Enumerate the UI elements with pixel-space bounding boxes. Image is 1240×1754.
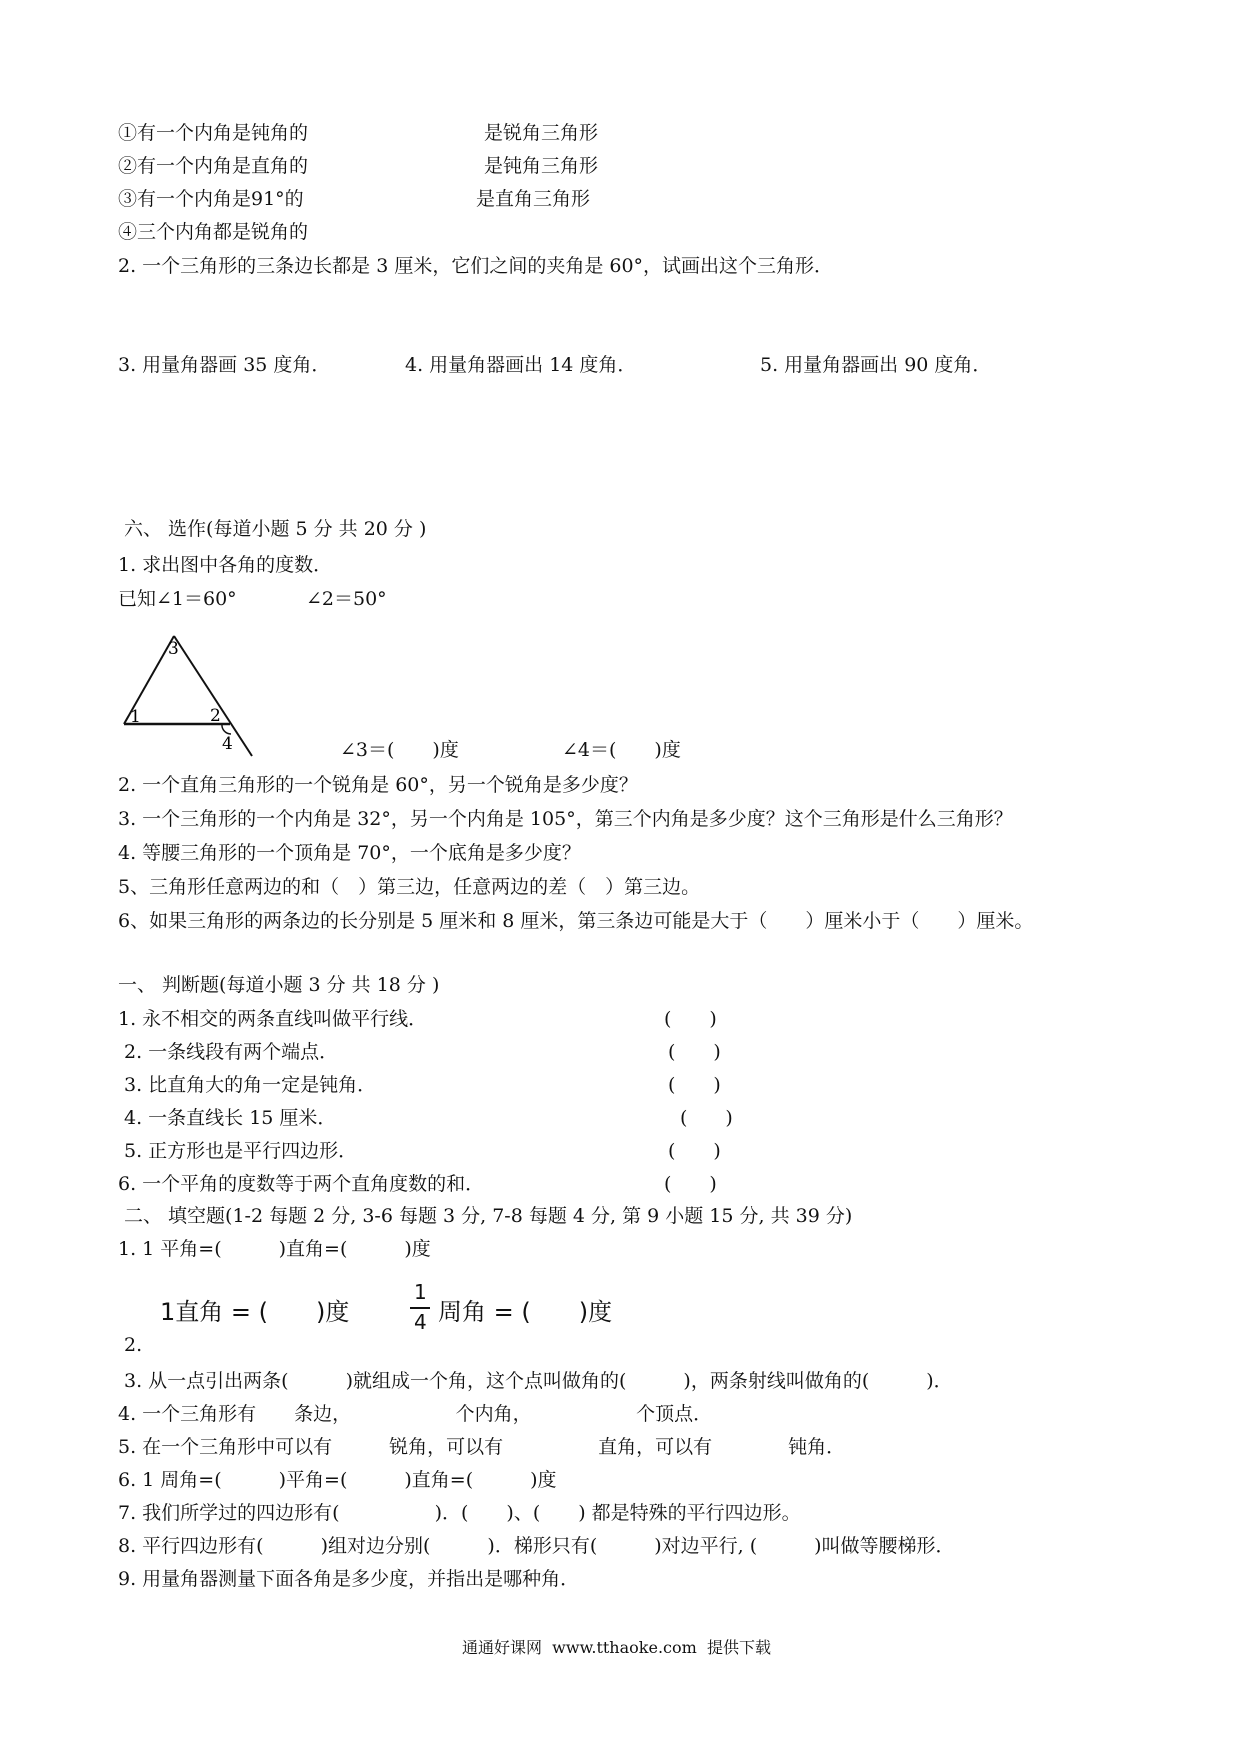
fill-question-2-number: 2. [124, 1334, 143, 1356]
given-angle-1: 已知∠1＝60° [118, 588, 237, 610]
section-6-question-2: 2. 一个直角三角形的一个锐角是 60°，另一个锐角是多少度？ [118, 774, 638, 796]
fill-question-6: 6. 1 周角=( )平角=( )直角=( )度 [118, 1469, 557, 1491]
question-2-draw-triangle: 2. 一个三角形的三条边长都是 3 厘米，它们之间的夹角是 60°，试画出这个三角形． [118, 255, 834, 277]
section-6-question-6: 6、如果三角形的两条边的长分别是 5 厘米和 8 厘米，第三条边可能是大于（ ）厘米小于（ ）厘米。 [118, 910, 1034, 932]
triangle-right-side-extended [174, 636, 252, 756]
label-angle-3: 3 [168, 639, 179, 659]
fraction-denominator: 4 [414, 1310, 427, 1334]
judge-item-6: 6. 一个平角的度数等于两个直角度数的和． [118, 1173, 485, 1195]
option-all-acute: ④三个内角都是锐角的 [118, 221, 309, 243]
answer-angle-4: ∠4＝( )度 [562, 739, 681, 761]
section-1-heading: 一、 判断题(每道小题 3 分 共 18 分 ) [118, 974, 440, 996]
label-angle-2: 2 [210, 706, 221, 726]
judge-bracket-2[interactable]: ( ) [668, 1041, 721, 1063]
answer-angle-3: ∠3＝( )度 [340, 739, 459, 761]
section-6-question-1: 1. 求出图中各角的度数． [118, 554, 333, 576]
section-6-question-4: 4. 等腰三角形的一个顶角是 70°，一个底角是多少度？ [118, 842, 581, 864]
option-91-degree: ③有一个内角是91°的 [118, 188, 304, 210]
section-6-heading: 六、 选作(每道小题 5 分 共 20 分 ) [124, 518, 427, 540]
fill-question-3: 3. 从一点引出两条( )就组成一个角，这个点叫做角的( )，两条射线叫做角的( )． [124, 1370, 953, 1392]
angle-4-arc [222, 724, 231, 734]
fill-question-2-full-angle: 周角 = ( )度 [438, 1298, 613, 1326]
section-6-question-5: 5、三角形任意两边的和（ ）第三边，任意两边的差（ ）第三边。 [118, 876, 701, 898]
judge-bracket-4[interactable]: ( ) [680, 1107, 733, 1129]
judge-item-3: 3. 比直角大的角一定是钝角． [124, 1074, 377, 1096]
judge-item-4: 4. 一条直线长 15 厘米． [124, 1107, 337, 1129]
judge-item-1: 1. 永不相交的两条直线叫做平行线． [118, 1008, 428, 1030]
question-5-draw-90: 5. 用量角器画出 90 度角． [760, 354, 992, 376]
label-angle-1: 1 [130, 707, 141, 727]
fraction-numerator: 1 [414, 1280, 427, 1304]
option-right-one-angle: ②有一个内角是直角的 [118, 155, 309, 177]
fill-question-2-right-angle: 1直角 = ( )度 [160, 1298, 350, 1326]
judge-bracket-5[interactable]: ( ) [668, 1140, 721, 1162]
judge-bracket-1[interactable]: ( ) [664, 1008, 717, 1030]
question-4-draw-14: 4. 用量角器画出 14 度角． [405, 354, 637, 376]
option-right-triangle: 是直角三角形 [476, 188, 591, 210]
fill-question-9: 9. 用量角器测量下面各角是多少度，并指出是哪种角． [118, 1568, 580, 1590]
section-2-heading: 二、 填空题(1-2 每题 2 分, 3-6 每题 3 分, 7-8 每题 4 分, 第 9 小题 15 分, 共 39 分) [124, 1205, 853, 1227]
section-6-question-3: 3. 一个三角形的一个内角是 32°，另一个内角是 105°，第三个内角是多少度？这个三角形是什么三角形？ [118, 808, 1013, 830]
label-angle-4: 4 [222, 734, 233, 754]
page-footer: 通通好课网 www.tthaoke.com 提供下载 [462, 1638, 771, 1657]
fill-question-7: 7. 我们所学过的四边形有( )．( )、( ) 都是特殊的平行四边形。 [118, 1502, 801, 1524]
triangle-figure [118, 628, 268, 758]
fill-question-5: 5. 在一个三角形中可以有 锐角，可以有 直角，可以有 钝角． [118, 1436, 846, 1458]
judge-item-5: 5. 正方形也是平行四边形． [124, 1140, 358, 1162]
fill-question-1: 1. 1 平角=( )直角=( )度 [118, 1238, 431, 1260]
fraction-bar [410, 1307, 430, 1309]
judge-bracket-6[interactable]: ( ) [664, 1173, 717, 1195]
fill-question-4: 4. 一个三角形有 条边， 个内角， 个顶点． [118, 1403, 713, 1425]
option-obtuse-one-angle: ①有一个内角是钝角的 [118, 122, 309, 144]
option-obtuse-triangle: 是钝角三角形 [484, 155, 599, 177]
option-acute-triangle: 是锐角三角形 [484, 122, 599, 144]
judge-item-2: 2. 一条线段有两个端点． [124, 1041, 339, 1063]
judge-bracket-3[interactable]: ( ) [668, 1074, 721, 1096]
question-3-draw-35: 3. 用量角器画 35 度角． [118, 354, 331, 376]
fill-question-8: 8. 平行四边形有( )组对边分别( )．梯形只有( )对边平行, ( )叫做等腰梯形． [118, 1535, 955, 1557]
given-angle-2: ∠2＝50° [306, 588, 387, 610]
